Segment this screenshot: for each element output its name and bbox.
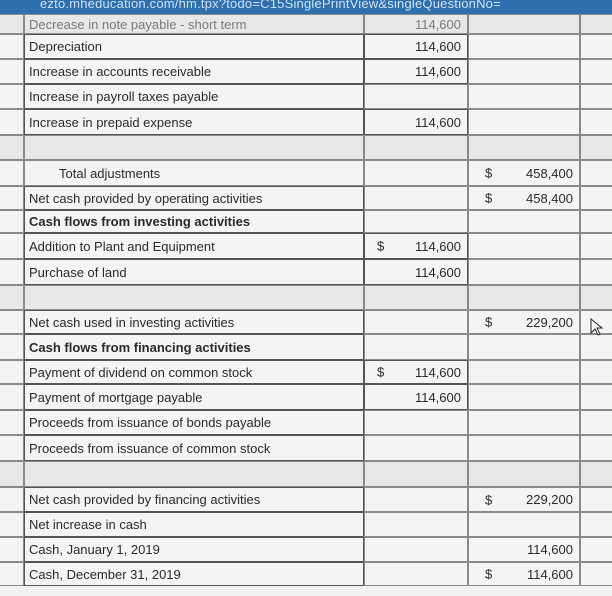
- amount-input-col2[interactable]: [468, 310, 580, 334]
- row-right-stub: [580, 84, 612, 109]
- row-right-stub: [580, 384, 612, 410]
- row-label[interactable]: [24, 34, 364, 59]
- row-label[interactable]: [24, 487, 364, 512]
- row-right-stub: [580, 186, 612, 210]
- amount-input-col2[interactable]: [468, 160, 580, 186]
- row-right-stub: [580, 34, 612, 59]
- row-right-stub: [580, 59, 612, 84]
- row-label[interactable]: [24, 186, 364, 210]
- dollar-sign: $: [377, 364, 385, 380]
- statement-row-net-cash-investing: [0, 310, 612, 334]
- statement-row-addition-plant-equipment: [0, 233, 612, 259]
- statement-row-proceeds-common-stock: [0, 435, 612, 461]
- amount-input-col2[interactable]: [468, 84, 580, 109]
- row-margin: [0, 537, 24, 562]
- row-label-text: Decrease in note payable - short term: [29, 16, 247, 32]
- row-right-stub: [580, 285, 612, 310]
- row-margin: [0, 259, 24, 285]
- amount-value: 229,200: [526, 314, 573, 330]
- amount-input-col1[interactable]: [364, 410, 468, 435]
- amount-value: 458,400: [526, 165, 573, 181]
- amount-input-col1[interactable]: [364, 259, 468, 285]
- row-label-text: Net increase in cash: [29, 517, 147, 532]
- statement-row-net-cash-financing: [0, 487, 612, 512]
- row-label-text: Purchase of land: [29, 264, 127, 280]
- row-margin: [0, 487, 24, 512]
- row-margin: [0, 461, 24, 487]
- amount-input-col1[interactable]: [364, 461, 468, 487]
- row-right-stub: [580, 334, 612, 360]
- dollar-sign: $: [377, 238, 385, 254]
- amount-input-col2[interactable]: [468, 537, 580, 562]
- amount-value: 114,600: [414, 389, 461, 405]
- row-label[interactable]: [24, 537, 364, 562]
- row-label-text: Addition to Plant and Equipment: [29, 238, 215, 254]
- amount-input-col2[interactable]: [468, 109, 580, 135]
- row-label[interactable]: [24, 461, 364, 487]
- row-margin: [0, 562, 24, 586]
- statement-row-net-cash-operating: [0, 186, 612, 210]
- row-label-text: Payment of mortgage payable: [29, 389, 203, 405]
- row-margin: [0, 512, 24, 537]
- row-margin: [0, 310, 24, 334]
- row-label[interactable]: [24, 310, 364, 334]
- row-margin: [0, 334, 24, 360]
- row-right-stub: [580, 135, 612, 160]
- row-label[interactable]: [24, 59, 364, 84]
- row-right-stub: [580, 562, 612, 586]
- amount-value: 114,600: [414, 64, 461, 79]
- row-label[interactable]: [24, 384, 364, 410]
- amount-input-col1[interactable]: [364, 334, 468, 360]
- amount-input-col2[interactable]: [468, 512, 580, 537]
- row-label-text: Increase in payroll taxes payable: [29, 89, 219, 104]
- amount-input-col2[interactable]: [468, 233, 580, 259]
- amount-input-col1[interactable]: [364, 109, 468, 135]
- row-right-stub: [580, 160, 612, 186]
- row-margin: [0, 59, 24, 84]
- amount-input-col1[interactable]: [364, 360, 468, 384]
- amount-value: 114,600: [414, 238, 461, 254]
- amount-input-col2[interactable]: [468, 384, 580, 410]
- statement-row-decrease-note-payable: [0, 14, 612, 34]
- row-label-text: Payment of dividend on common stock: [29, 364, 253, 380]
- row-label[interactable]: [24, 285, 364, 310]
- row-margin: [0, 109, 24, 135]
- row-margin: [0, 384, 24, 410]
- row-label[interactable]: [24, 259, 364, 285]
- amount-value: 114,600: [414, 364, 461, 380]
- row-right-stub: [580, 109, 612, 135]
- row-margin: [0, 233, 24, 259]
- statement-row-payment-mortgage: [0, 384, 612, 410]
- dollar-sign: $: [485, 165, 493, 181]
- amount-input-col2[interactable]: [468, 14, 580, 34]
- row-right-stub: [580, 210, 612, 233]
- amount-input-col1[interactable]: [364, 285, 468, 310]
- row-label[interactable]: [24, 160, 364, 186]
- row-right-stub: [580, 461, 612, 487]
- amount-input-col1[interactable]: [364, 135, 468, 160]
- amount-value: 229,200: [526, 492, 573, 507]
- row-label-text: Proceeds from issuance of common stock: [29, 440, 271, 456]
- amount-input-col2[interactable]: [468, 435, 580, 461]
- row-label[interactable]: [24, 210, 364, 233]
- amount-input-col2[interactable]: [468, 562, 580, 586]
- row-margin: [0, 84, 24, 109]
- row-label-text: Cash flows from financing activities: [29, 339, 251, 355]
- row-right-stub: [580, 14, 612, 34]
- row-label[interactable]: [24, 14, 364, 34]
- amount-input-col2[interactable]: [468, 59, 580, 84]
- amount-value: 114,600: [526, 566, 573, 582]
- statement-row-increase-payroll-taxes-payable: [0, 84, 612, 109]
- amount-input-col1[interactable]: [364, 59, 468, 84]
- amount-input-col2[interactable]: [468, 410, 580, 435]
- amount-input-col2[interactable]: [468, 285, 580, 310]
- amount-input-col1[interactable]: [364, 160, 468, 186]
- row-label-text: Total adjustments: [59, 165, 161, 181]
- row-margin: [0, 360, 24, 384]
- statement-row-total-adjustments: [0, 160, 612, 186]
- row-label-text: Increase in prepaid expense: [29, 114, 193, 130]
- statement-row-payment-dividend: [0, 360, 612, 384]
- row-label-text: Cash, December 31, 2019: [29, 566, 181, 582]
- row-margin: [0, 435, 24, 461]
- statement-row-purchase-of-land: [0, 259, 612, 285]
- statement-row-cash-jan-1: [0, 537, 612, 562]
- amount-input-col2[interactable]: [468, 259, 580, 285]
- row-label-text: Increase in accounts receivable: [29, 64, 212, 79]
- statement-row-financing-header: [0, 334, 612, 360]
- statement-row-net-increase-cash: [0, 512, 612, 537]
- amount-input-col2[interactable]: [468, 34, 580, 59]
- amount-value: 114,600: [414, 114, 461, 130]
- amount-input-col2[interactable]: [468, 135, 580, 160]
- row-label-text: Cash flows from investing activities: [29, 214, 251, 229]
- statement-row-depreciation: [0, 34, 612, 59]
- amount-input-col1[interactable]: [364, 384, 468, 410]
- row-label[interactable]: [24, 435, 364, 461]
- amount-input-col1[interactable]: [364, 487, 468, 512]
- row-right-stub: [580, 410, 612, 435]
- dollar-sign: $: [485, 314, 493, 330]
- row-margin: [0, 135, 24, 160]
- row-right-stub: [580, 360, 612, 384]
- row-margin: [0, 34, 24, 59]
- amount-input-col1[interactable]: [364, 34, 468, 59]
- amount-input-col2[interactable]: [468, 360, 580, 384]
- row-margin: [0, 210, 24, 233]
- amount-input-col1[interactable]: [364, 435, 468, 461]
- amount-input-col1[interactable]: [364, 537, 468, 562]
- row-right-stub: [580, 487, 612, 512]
- cash-flow-statement-table: [0, 14, 612, 596]
- amount-input-col2[interactable]: [468, 487, 580, 512]
- amount-input-col2[interactable]: [468, 210, 580, 233]
- row-label-text: Net cash used in investing activities: [29, 314, 235, 330]
- dollar-sign: $: [485, 492, 493, 507]
- row-label[interactable]: [24, 135, 364, 160]
- statement-row-cash-dec-31: [0, 562, 612, 586]
- row-label[interactable]: [24, 233, 364, 259]
- amount-input-col1[interactable]: [364, 210, 468, 233]
- amount-input-col2[interactable]: [468, 186, 580, 210]
- amount-input-col2[interactable]: [468, 334, 580, 360]
- row-margin: [0, 186, 24, 210]
- row-label-text: Depreciation: [29, 39, 102, 54]
- row-label-text: Net cash provided by financing activities: [29, 492, 261, 507]
- amount-input-col1[interactable]: [364, 84, 468, 109]
- row-label-text: Proceeds from issuance of bonds payable: [29, 415, 272, 430]
- statement-row-blank-row-3: [0, 461, 612, 487]
- row-right-stub: [580, 537, 612, 562]
- amount-value: 114,600: [414, 39, 461, 54]
- row-margin: [0, 14, 24, 34]
- row-right-stub: [580, 512, 612, 537]
- mouse-cursor-icon: [590, 318, 604, 336]
- amount-input-col1[interactable]: [364, 562, 468, 586]
- statement-row-blank-row-2: [0, 285, 612, 310]
- amount-value: 458,400: [526, 190, 573, 206]
- row-label[interactable]: [24, 410, 364, 435]
- amount-input-col2[interactable]: [468, 461, 580, 487]
- browser-address-bar: [0, 0, 612, 14]
- dollar-sign: $: [485, 566, 493, 582]
- statement-row-blank-row-1: [0, 135, 612, 160]
- statement-row-investing-header: [0, 210, 612, 233]
- amount-value: 114,600: [526, 542, 573, 557]
- row-right-stub: [580, 233, 612, 259]
- row-label[interactable]: [24, 84, 364, 109]
- row-label[interactable]: [24, 334, 364, 360]
- amount-input-col1[interactable]: [364, 186, 468, 210]
- row-margin: [0, 160, 24, 186]
- row-label[interactable]: [24, 109, 364, 135]
- row-right-stub: [580, 259, 612, 285]
- amount-value: 114,600: [414, 264, 461, 280]
- amount-value: 114,600: [414, 16, 461, 32]
- row-label[interactable]: [24, 512, 364, 537]
- statement-row-increase-accounts-receivable: [0, 59, 612, 84]
- statement-row-increase-prepaid-expense: [0, 109, 612, 135]
- row-label-text: Cash, January 1, 2019: [29, 542, 160, 557]
- row-margin: [0, 285, 24, 310]
- browser-url: ezto.mheducation.com/hm.tpx?todo=C15SinglePrintView&singleQuestionNo=: [40, 0, 501, 11]
- row-label[interactable]: [24, 360, 364, 384]
- amount-input-col1[interactable]: [364, 233, 468, 259]
- amount-input-col1[interactable]: [364, 512, 468, 537]
- statement-row-proceeds-bonds: [0, 410, 612, 435]
- row-margin: [0, 410, 24, 435]
- dollar-sign: $: [485, 190, 493, 206]
- row-label[interactable]: [24, 562, 364, 586]
- row-right-stub: [580, 435, 612, 461]
- amount-input-col1[interactable]: [364, 14, 468, 34]
- row-label-text: Net cash provided by operating activities: [29, 190, 263, 206]
- amount-input-col1[interactable]: [364, 310, 468, 334]
